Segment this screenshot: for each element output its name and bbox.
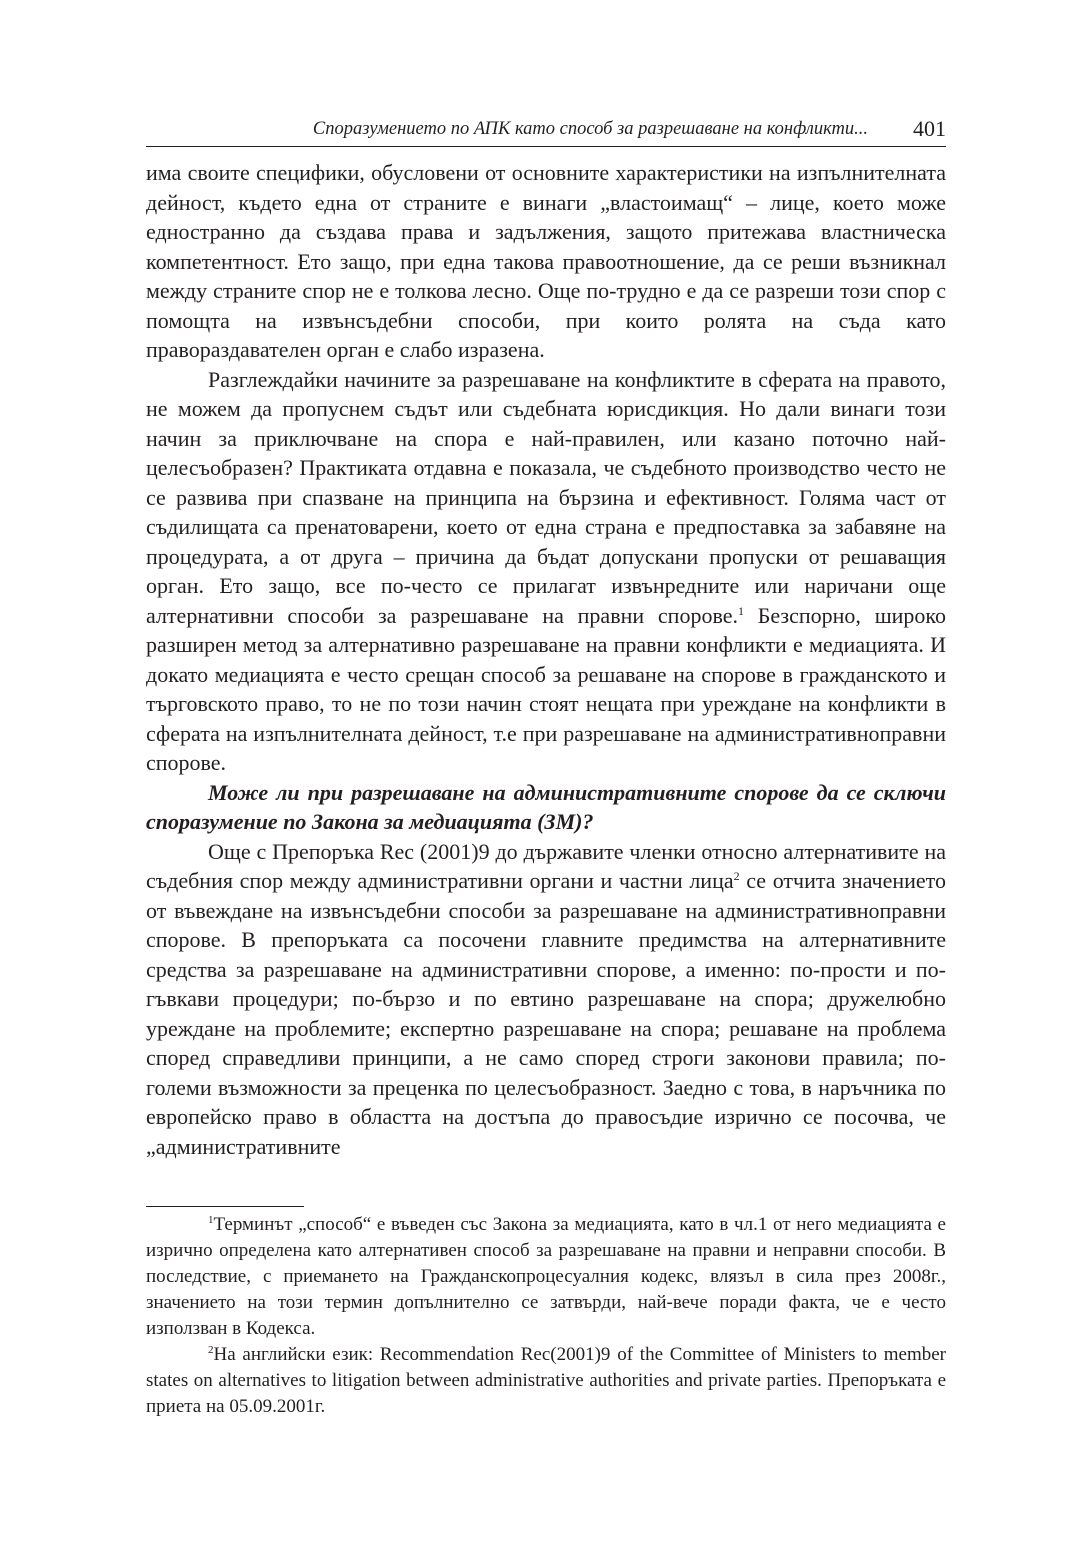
paragraph-3-text-b: се отчита значението от въвеждане на извънсъдебни способи за разрешаване на административноправни спорове. В препоръката са посочени главните предимства на алтернативните средства за разрешаване на административни спорове, а именно: по-прости и по-гъвкави процедури; по-бързо и по евтино разрешаване на спора; дружелюбно уреждане на проблемите; експертно разрешаване на спора; решаване на проблема според справедливи принципи, а не само според строги законови правила; по-големи възможности за преценка по целесъобразност. Заедно с това, в наръчника по европейско право в областта на достъпа до правосъдие изрично се посочва, че „административните: [146, 868, 946, 1159]
footnote-1-marker: 1: [208, 1214, 214, 1226]
body-text: [146, 158, 946, 1161]
footnote-separator: [146, 1206, 304, 1207]
running-header: [146, 116, 946, 147]
paragraph-2-text-b: Безспорно, широко разширен метод за алтернативно разрешаване на правни конфликти е медиацията. И докато медиацията е често срещан способ за решаване на спорове в гражданското и търговското право, то не по този начин стоят нещата при уреждане на конфликти в сферата на изпълнителната дейност, т.е при разрешаване на административноправни спорове.: [146, 602, 947, 775]
paragraph-2-text-a: Разглеждайки начините за разрешаване на конфликтите в сферата на правото, не можем да пропуснем съдът или съдебната юрисдикция. Но дали винаги този начин за приключване на спора е най-правилен, или казано поточно най-целесъобразен? Практиката отдавна е показала, че съдебното производство често не се развива при спазване на принципа на бързина и ефективност. Голяма част от съдилищата са пренатоварени, което от една страна е предпоставка за забавяне на процедурата, а от друга – причина да бъдат допускани пропуски от решаващия орган. Ето защо, все по-често се прилагат извънредните или наричани още алтернативни способи за разрешаване на правни спорове.: [146, 366, 946, 628]
footnotes: [146, 1212, 946, 1420]
paragraph-3: [146, 837, 946, 1162]
paragraph-3-text-a: Още с Препоръка Rec (2001)9 до държавите членки относно алтернативите на съдебния спор между административни органи и частни лица: [146, 838, 946, 893]
footnote-2-text: На английски език: Recommendation Rec(2001)9 of the Committee of Ministers to member states on alternatives to litigation between administrative authorities and private parties. Препоръката е приета на 05.09.2001г.: [146, 1344, 946, 1417]
footnote-ref-1[interactable]: 1: [737, 603, 744, 618]
running-title: Споразумението по АПК като способ за разрешаване на конфликти...: [312, 119, 868, 139]
page-number: 401: [913, 116, 946, 141]
footnote-2-marker: 2: [208, 1344, 214, 1356]
paragraph-1-text: има своите специфики, обусловени от основните характеристики на изпълнителната дейност, където една от страните е винаги „властоимащ“ – лице, което може едностранно да създава права и задължения, защото притежава властническа компетентност. Ето защо, при една такова правоотношение, да се реши възникнал между страните спор не е толкова лесно. Още по-трудно е да се разреши този спор с помощта на извънсъдебни способи, при които ролята на съда като правораздавателен орган е слабо изразена.: [146, 160, 946, 362]
paragraph-2: [146, 365, 946, 778]
footnote-1: [146, 1212, 946, 1342]
footnote-2: [146, 1342, 946, 1420]
paragraph-1: [146, 158, 946, 365]
page: [146, 0, 946, 1550]
footnote-1-text: Терминът „способ“ е въведен със Закона за медиацията, като в чл.1 от него медиацията е изрично определена като алтернативен способ за разрешаване на правни и неправни способи. В последствие, с приемането на Гражданскопроцесуалния кодекс, влязъл в сила през 2008г., значението на този термин допълнително се затвърди, най-вече поради факта, че е често използван в Кодекса.: [146, 1214, 946, 1339]
footnote-ref-2[interactable]: 2: [733, 869, 740, 883]
section-question-heading: Може ли при разрешаване на административните спорове да се сключи споразумение по Закона за медиацията (ЗМ)?: [146, 779, 946, 834]
